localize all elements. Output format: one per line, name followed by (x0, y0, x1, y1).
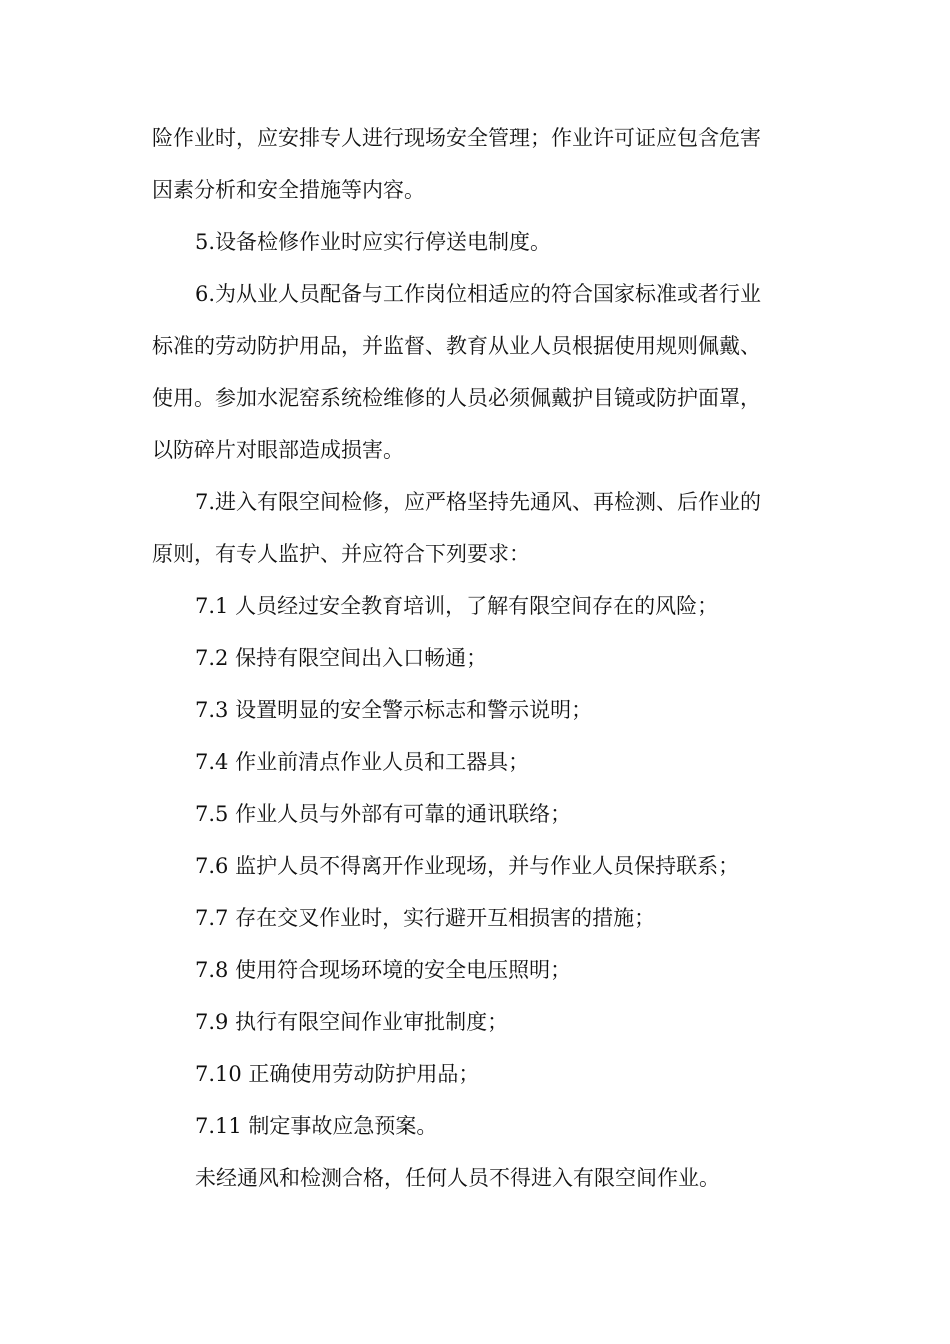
text-line: 未经通风和检测合格，任何人员不得进入有限空间作业。 (195, 1166, 720, 1190)
list-item: 7.8 使用符合现场环境的安全电压照明； (195, 958, 572, 982)
text-line: 险作业时，应安排专人进行现场安全管理；作业许可证应包含危害 (152, 126, 761, 150)
list-item: 7.3 设置明显的安全警示标志和警示说明； (195, 698, 593, 722)
text-line: 标准的劳动防护用品，并监督、教育从业人员根据使用规则佩戴、 (152, 334, 761, 358)
text-line: 因素分析和安全措施等内容。 (152, 178, 425, 202)
text-line: 以防碎片对眼部造成损害。 (152, 438, 404, 462)
text-line: 7.进入有限空间检修，应严格坚持先通风、再检测、后作业的 (195, 490, 762, 514)
list-item: 7.5 作业人员与外部有可靠的通讯联络； (195, 802, 572, 826)
list-item: 7.1 人员经过安全教育培训，了解有限空间存在的风险； (195, 594, 719, 618)
list-item: 7.7 存在交叉作业时，实行避开互相损害的措施； (195, 906, 656, 930)
list-item: 7.6 监护人员不得离开作业现场，并与作业人员保持联系； (195, 854, 740, 878)
list-item: 7.2 保持有限空间出入口畅通； (195, 646, 488, 670)
text-line: 6.为从业人员配备与工作岗位相适应的符合国家标准或者行业 (195, 282, 762, 306)
list-item: 7.10 正确使用劳动防护用品； (195, 1062, 480, 1086)
list-item: 7.4 作业前清点作业人员和工器具； (195, 750, 530, 774)
list-item: 7.11 制定事故应急预案。 (195, 1114, 438, 1138)
list-item: 7.9 执行有限空间作业审批制度； (195, 1010, 509, 1034)
text-line: 原则，有专人监护、并应符合下列要求： (152, 542, 530, 566)
text-line: 5.设备检修作业时应实行停送电制度。 (195, 230, 552, 254)
text-line: 使用。参加水泥窑系统检维修的人员必须佩戴护目镜或防护面罩， (152, 386, 761, 410)
